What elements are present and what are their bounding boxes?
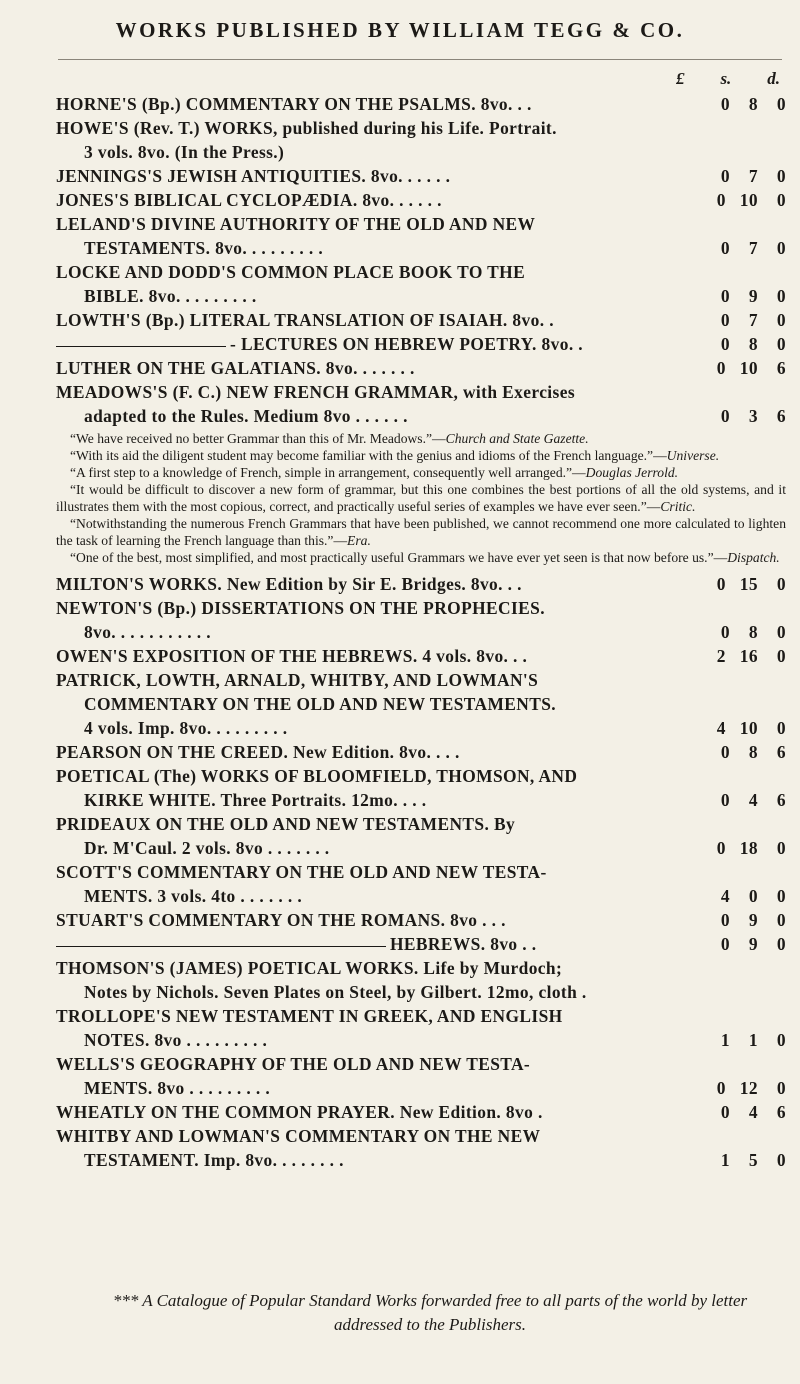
price-pounds: 4 [720,886,730,906]
review-source: Church and State Gazette. [445,431,589,446]
price-pounds: 0 [720,934,730,954]
price-shillings: 9 [748,910,758,930]
entry-text: MEADOWS'S (F. C.) NEW FRENCH GRAMMAR, with Exercises [56,382,575,402]
review-source: Universe. [666,448,720,463]
entry-text: NEWTON'S (Bp.) DISSERTATIONS ON THE PROPHECIES. [56,598,545,618]
entry-title-line [56,860,786,884]
price-shillings: 10 [739,718,758,738]
price-shillings: 3 [748,406,758,426]
price-pence: 0 [776,166,786,186]
header-rule [58,59,782,60]
catalogue-entry [56,116,786,164]
entry-text: MILTON'S WORKS. New Edition by Sir E. Bridges. 8vo. . . [56,574,522,594]
entry-title-line [56,260,786,284]
entry-title-line [56,188,786,212]
entry-text: THOMSON'S (JAMES) POETICAL WORKS. Life by Murdoch; [56,958,563,978]
price-pence: 0 [776,622,786,642]
price-pounds: 0 [716,358,726,378]
catalogue-entry [56,188,786,212]
catalogue-list [56,92,786,1172]
price-pence: 0 [776,934,786,954]
entry-price [670,716,786,740]
catalogue-entry [56,380,786,428]
review-quote [56,464,786,481]
entry-title-line [56,908,786,932]
price-shillings: 8 [748,622,758,642]
price-pence: 0 [776,310,786,330]
price-shillings: 4 [748,790,758,810]
review-text: “A first step to a knowledge of French, simple in arrangement, consequently well arranged.”— [70,465,586,480]
price-pounds: 0 [720,622,730,642]
price-shillings: 10 [739,190,758,210]
pounds-heading: £ [676,69,685,88]
entry-title-line [56,596,786,620]
entry-text: 8vo. . . . . . . . . . . [84,622,211,642]
entry-continuation-line [56,1076,786,1100]
price-pounds: 0 [720,742,730,762]
price-shillings: 9 [748,934,758,954]
entry-price [670,332,786,356]
price-pence: 0 [776,1030,786,1050]
entry-text: TESTAMENTS. 8vo. . . . . . . . . [84,238,324,258]
entry-text: HOWE'S (Rev. T.) WORKS, published during his Life. Portrait. [56,118,557,138]
catalogue-entry [56,1100,786,1124]
price-pence: 0 [776,886,786,906]
price-pounds: 0 [716,574,726,594]
entry-title-line [56,164,786,188]
review-source: Douglas Jerrold. [585,465,679,480]
price-pence: 0 [776,286,786,306]
entry-text: PEARSON ON THE CREED. New Edition. 8vo. . . . [56,742,460,762]
entry-text: TESTAMENT. Imp. 8vo. . . . . . . . [84,1150,344,1170]
review-text: “With its aid the diligent student may become familiar with the genius and idioms of the French language.”— [70,448,667,463]
catalogue-entry [56,332,786,356]
entry-price [670,308,786,332]
page-header: WORKS PUBLISHED BY WILLIAM TEGG & CO. [115,18,685,42]
price-pounds: 4 [716,718,726,738]
catalogue-entry [56,1124,786,1172]
price-pence: 6 [776,1102,786,1122]
entry-text: - LECTURES ON HEBREW POETRY. 8vo. . [230,334,584,354]
review-quote [56,515,786,549]
price-pounds: 0 [720,1102,730,1122]
price-pounds: 0 [720,310,730,330]
entry-text: JENNINGS'S JEWISH ANTIQUITIES. 8vo. . . . . . [56,166,451,186]
price-pounds: 1 [720,1150,730,1170]
price-pounds: 0 [720,166,730,186]
catalogue-entry [56,356,786,380]
price-pence: 0 [776,334,786,354]
price-pounds: 0 [720,94,730,114]
entry-title-line [56,380,786,404]
entry-price [670,932,786,956]
price-shillings: 8 [748,94,758,114]
price-pounds: 0 [720,238,730,258]
entry-title-line [56,1004,786,1028]
price-pounds: 0 [720,790,730,810]
price-shillings: 0 [748,886,758,906]
entry-price [670,356,786,380]
entry-continuation-line [56,284,786,308]
review-quote [56,481,786,515]
price-pounds: 0 [716,1078,726,1098]
entry-price [670,620,786,644]
price-pence: 0 [776,1150,786,1170]
price-shillings: 5 [748,1150,758,1170]
price-pence: 6 [776,358,786,378]
entry-text: LELAND'S DIVINE AUTHORITY OF THE OLD AND NEW [56,214,536,234]
catalogue-entry [56,860,786,908]
entry-title-line [56,932,786,956]
reviews-block [56,430,786,566]
entry-text: PATRICK, LOWTH, ARNALD, WHITBY, AND LOWMAN'S [56,670,539,690]
price-pounds: 0 [716,190,726,210]
entry-continuation-line [56,620,786,644]
catalogue-entry [56,92,786,116]
price-shillings: 7 [748,238,758,258]
catalogue-entry [56,740,786,764]
review-source: Dispatch. [727,550,780,565]
review-quote [56,549,786,566]
price-shillings: 7 [748,166,758,186]
catalogue-entry [56,932,786,956]
entry-text: KIRKE WHITE. Three Portraits. 12mo. . . . [84,790,427,810]
entry-price [670,404,786,428]
entry-price [670,908,786,932]
entry-continuation-line [56,1028,786,1052]
catalogue-note: *** A Catalogue of Popular Standard Works forwarded free to all parts of the world by letter addressed to the Publishers. [112,1291,748,1334]
entry-text: Dr. M'Caul. 2 vols. 8vo . . . . . . . [84,838,330,858]
entry-text: HORNE'S (Bp.) COMMENTARY ON THE PSALMS. 8vo. . . [56,94,532,114]
entry-title-line [56,956,786,980]
ditto-rule [56,946,386,947]
entry-price [670,740,786,764]
entry-text: OWEN'S EXPOSITION OF THE HEBREWS. 4 vols. 8vo. . . [56,646,528,666]
price-pounds: 0 [716,838,726,858]
catalogue-entry [56,764,786,812]
review-text: “We have received no better Grammar than this of Mr. Meadows.”— [70,431,446,446]
entry-price [670,164,786,188]
price-shillings: 8 [748,742,758,762]
catalogue-entry [56,308,786,332]
entry-title-line [56,644,786,668]
entry-text: TROLLOPE'S NEW TESTAMENT IN GREEK, AND ENGLISH [56,1006,563,1026]
entry-continuation-line [56,836,786,860]
catalogue-entry [56,812,786,860]
entries-group-2 [56,572,786,1172]
price-pence: 0 [776,94,786,114]
catalogue-entry [56,956,786,1004]
price-pence: 6 [776,790,786,810]
entry-text: POETICAL (The) WORKS OF BLOOMFIELD, THOMSON, AND [56,766,578,786]
entry-price [670,644,786,668]
entry-text: JONES'S BIBLICAL CYCLOPÆDIA. 8vo. . . . . . [56,190,442,210]
entry-text: WHEATLY ON THE COMMON PRAYER. New Edition. 8vo . [56,1102,543,1122]
review-source: Era. [347,533,371,548]
entry-text: PRIDEAUX ON THE OLD AND NEW TESTAMENTS. By [56,814,516,834]
entry-price [670,884,786,908]
price-pence: 6 [776,742,786,762]
entry-title-line [56,1124,786,1148]
money-column-headers [676,69,780,89]
review-text: “It would be difficult to discover a new form of grammar, but this one combines the best portions of all the old systems, and it illustrates them with the most copious, correct, and practically useful series of examples we have ever seen.”— [56,482,786,514]
entry-title-line [56,1052,786,1076]
entry-text: WELLS'S GEOGRAPHY OF THE OLD AND NEW TESTA- [56,1054,531,1074]
price-pounds: 0 [720,406,730,426]
entry-title-line [56,812,786,836]
catalogue-entry [56,572,786,596]
price-shillings: 18 [739,838,758,858]
review-text: “Notwithstanding the numerous French Grammars that have been published, we cannot recommend one more calculated to lighten the task of learning the French language than this.”— [56,516,786,548]
price-pence: 0 [776,646,786,666]
price-shillings: 9 [748,286,758,306]
price-pounds: 0 [720,286,730,306]
entry-title-line [56,116,786,140]
review-text: “One of the best, most simplified, and most practically useful Grammars we have ever yet seen is that now before us.”— [70,550,728,565]
price-pence: 0 [776,1078,786,1098]
entry-title-line [56,764,786,788]
entry-price [670,1028,786,1052]
catalogue-entry [56,212,786,260]
entry-text: COMMENTARY ON THE OLD AND NEW TESTAMENTS. [84,694,557,714]
pence-heading: d. [767,69,780,88]
entry-price [670,284,786,308]
entry-price [670,572,786,596]
entry-title-line [56,1100,786,1124]
entry-text: HEBREWS. 8vo . . [390,934,537,954]
entry-text: LUTHER ON THE GALATIANS. 8vo. . . . . . . [56,358,415,378]
entry-text: Notes by Nichols. Seven Plates on Steel, by Gilbert. 12mo, cloth . [84,982,587,1002]
catalogue-entry [56,1052,786,1100]
price-shillings: 7 [748,310,758,330]
entry-continuation-line [56,884,786,908]
entry-continuation-line [56,404,786,428]
entry-title-line [56,92,786,116]
price-shillings: 1 [748,1030,758,1050]
review-quote [56,430,786,447]
entry-title-line [56,332,786,356]
entry-title-line [56,668,786,692]
entry-continuation-line [56,140,786,164]
entry-text: WHITBY AND LOWMAN'S COMMENTARY ON THE NEW [56,1126,541,1146]
price-pence: 0 [776,190,786,210]
entry-price [670,1100,786,1124]
entry-price [670,92,786,116]
entry-text: MENTS. 3 vols. 4to . . . . . . . [84,886,303,906]
entry-text: adapted to the Rules. Medium 8vo . . . . . . [84,406,408,426]
entry-text: NOTES. 8vo . . . . . . . . . [84,1030,268,1050]
entry-text: BIBLE. 8vo. . . . . . . . . [84,286,257,306]
entry-price [670,1148,786,1172]
catalogue-entry [56,644,786,668]
entry-text: 3 vols. 8vo. (In the Press.) [84,142,285,162]
catalogue-entry [56,164,786,188]
price-pounds: 1 [720,1030,730,1050]
shillings-heading: s. [720,69,732,88]
price-pence: 0 [776,718,786,738]
price-pence: 0 [776,574,786,594]
entry-continuation-line [56,692,786,716]
price-pence: 0 [776,910,786,930]
entry-text: STUART'S COMMENTARY ON THE ROMANS. 8vo . . . [56,910,506,930]
entry-text: MENTS. 8vo . . . . . . . . . [84,1078,271,1098]
price-pence: 0 [776,238,786,258]
price-shillings: 16 [739,646,758,666]
catalogue-entry [56,596,786,644]
entry-price [670,236,786,260]
price-shillings: 10 [739,358,758,378]
catalogue-entry [56,668,786,740]
price-pence: 6 [776,406,786,426]
catalogue-entry [56,1004,786,1052]
entry-price [670,188,786,212]
price-shillings: 8 [748,334,758,354]
entry-continuation-line [56,788,786,812]
entry-continuation-line [56,716,786,740]
entry-title-line [56,356,786,380]
price-pence: 0 [776,838,786,858]
price-pounds: 0 [720,910,730,930]
price-pounds: 2 [716,646,726,666]
entry-title-line [56,308,786,332]
entry-title-line [56,740,786,764]
entry-price [670,1076,786,1100]
entry-title-line [56,572,786,596]
entry-title-line [56,212,786,236]
price-shillings: 15 [739,574,758,594]
price-shillings: 4 [748,1102,758,1122]
catalogue-entry [56,908,786,932]
price-shillings: 12 [739,1078,758,1098]
review-quote [56,447,786,464]
entries-group-1 [56,92,786,428]
entry-text: LOCKE AND DODD'S COMMON PLACE BOOK TO THE [56,262,526,282]
ditto-rule [56,346,226,347]
entry-continuation-line [56,236,786,260]
entry-continuation-line [56,1148,786,1172]
price-pounds: 0 [720,334,730,354]
entry-text: SCOTT'S COMMENTARY ON THE OLD AND NEW TESTA- [56,862,547,882]
entry-price [670,836,786,860]
entry-price [670,788,786,812]
review-source: Critic. [660,499,696,514]
catalogue-entry [56,260,786,308]
entry-text: 4 vols. Imp. 8vo. . . . . . . . . [84,718,288,738]
entry-continuation-line [56,980,786,1004]
entry-text: LOWTH'S (Bp.) LITERAL TRANSLATION OF ISAIAH. 8vo. . [56,310,554,330]
